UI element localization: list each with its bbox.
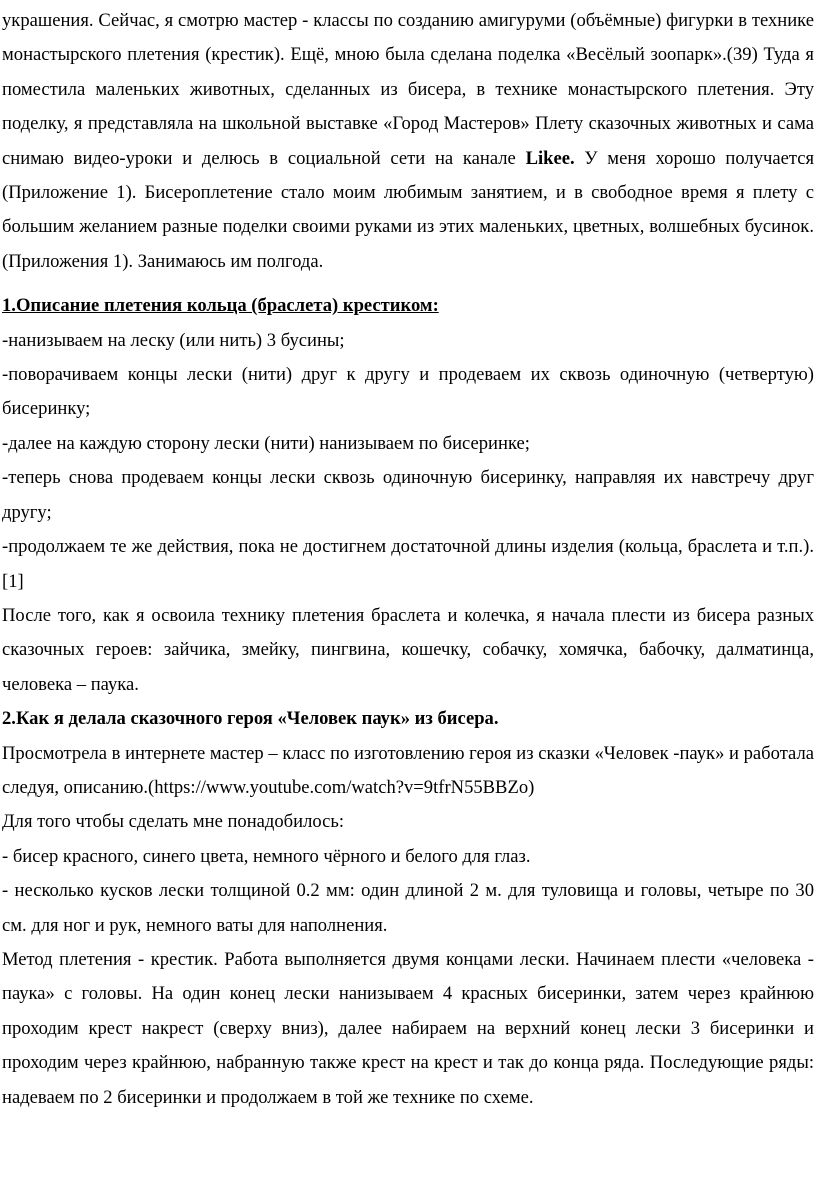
section2-heading: 2.Как я делала сказочного героя «Человек паук» из бисера. [2, 708, 499, 730]
step-4: -теперь снова продеваем концы лески сквозь одиночную бисеринку, направляя их навстречу друг другу; [2, 467, 814, 523]
step-5: -продолжаем те же действия, пока не достигнем достаточной длины изделия (кольца, браслета и т.п.). [1] [2, 536, 814, 592]
section1-heading: 1.Описание плетения кольца (браслета) крестиком: [2, 295, 439, 317]
section2-paragraph-4: - несколько кусков лески толщиной 0.2 мм: один длиной 2 м. для туловища и головы, четыре по 30 см. для ног и рук, немного ваты для наполнения. [2, 880, 814, 936]
step-3: -далее на каждую сторону лески (нити) нанизываем по бисеринке; [2, 432, 530, 454]
section2-paragraph-1: Просмотрела в интернете мастер – класс по изготовлению героя из сказки «Человек -паук» и работала следуя, описанию.(https://www.youtube.com/watch?v=9tfrN55BBZo) [2, 742, 814, 798]
section1-after-paragraph: После того, как я освоила технику плетения браслета и колечка, я начала плести из бисера разных сказочных героев: зайчика, змейку, пингвина, кошечку, собачку, хомячка, бабочку, далматинца, человека – паука. [2, 604, 814, 695]
intro-paragraph [2, 4, 814, 279]
likee-channel: Likee. [525, 147, 575, 169]
section2-paragraph-5: Метод плетения - крестик. Работа выполняется двумя концами лески. Начинаем плести «человека - паука» с головы. На один конец лески нанизываем 4 красных бисеринки, затем через крайнюю проходим крест накрест (сверху вниз), далее набираем на верхний конец лески 3 бисеринки и проходим через крайнюю, набранную также крест на крест и так до конца ряда. Последующие ряды: надеваем по 2 бисеринки и продолжаем в той же технике по схеме. [2, 948, 814, 1108]
step-1: -нанизываем на леску (или нить) 3 бусины; [2, 329, 345, 351]
section2-paragraph-2: Для того чтобы сделать мне понадобилось: [2, 811, 345, 833]
spacer [2, 279, 814, 289]
intro-text-2: У меня хорошо получается (Приложение 1). Бисероплетение стало моим любимым занятием, и в свободное время я плету с большим желанием разные поделки своими руками из этих маленьких, цветных, волшебных бусинок. (Приложения 1). Занимаюсь им полгода. [2, 147, 815, 272]
section2-paragraph-3: - бисер красного, синего цвета, немного чёрного и белого для глаз. [2, 845, 531, 867]
step-2: -поворачиваем концы лески (нити) друг к другу и продеваем их сквозь одиночную (четвертую) бисеринку; [2, 364, 814, 420]
intro-text-1: украшения. Сейчас, я смотрю мастер - классы по созданию амигуруми (объёмные) фигурки в технике монастырского плетения (крестик). Ещё, мною была сделана поделка «Весёлый зоопарк».(39) Туда я поместила маленьких животных, сделанных из бисера, в технике монастырского плетения. Эту поделку, я представляла на школьной выставке «Город Мастеров» Плету сказочных животных и сама снимаю видео-уроки и делюсь в социальной сети на канале [2, 10, 814, 169]
